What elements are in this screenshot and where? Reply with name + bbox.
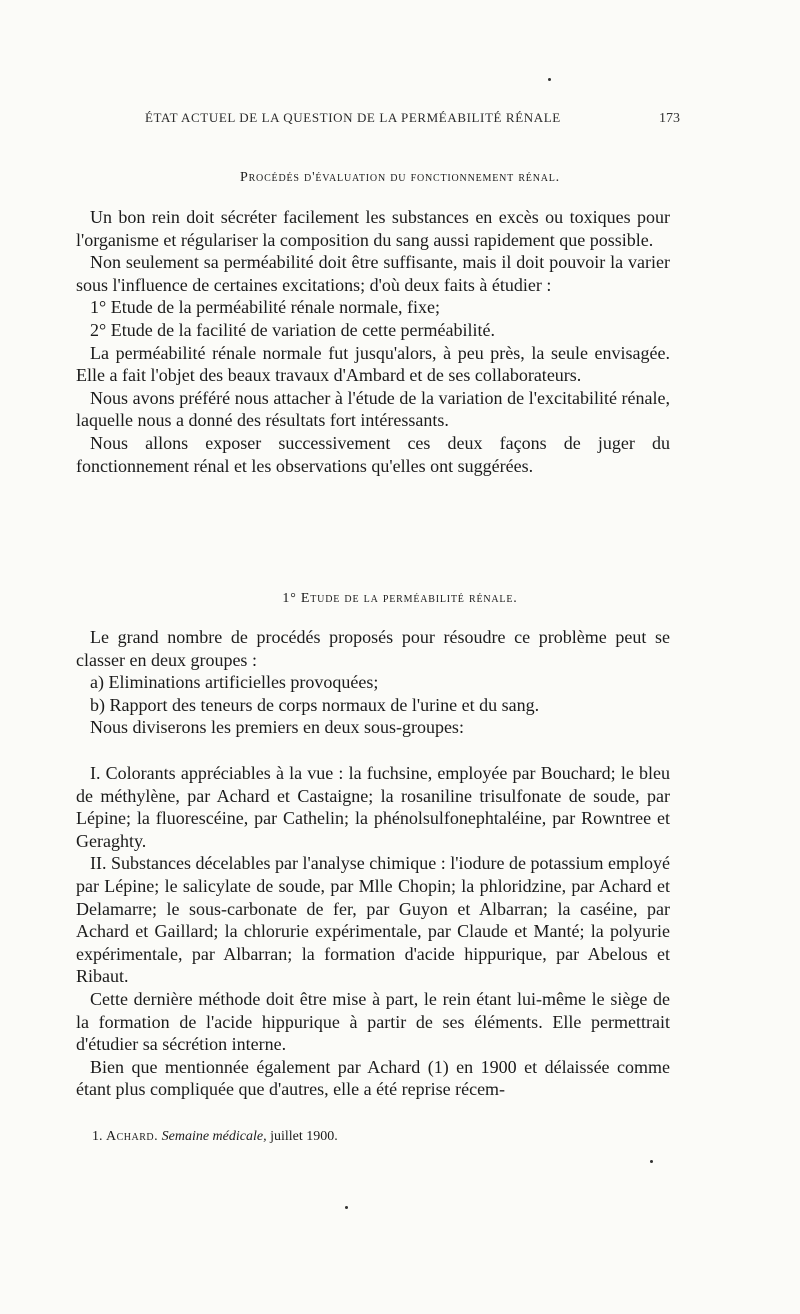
footnote-number: 1. <box>92 1129 103 1144</box>
paragraph: Cette dernière méthode doit être mise à part, le rein étant lui-même le siège de la formation de l'acide hippurique à partir de ses éléments. Elle permettrait d'étudier sa sécrétion interne. <box>76 988 670 1055</box>
list-item: 1° Etude de la perméabilité rénale normale, fixe; <box>90 297 441 318</box>
section-body-evaluation <box>76 206 670 477</box>
paragraph: Le grand nombre de procédés proposés pour résoudre ce problème peut se classer en deux groupes : <box>76 627 670 670</box>
print-speck <box>548 78 551 81</box>
paragraph: Nous allons exposer successivement ces deux façons de juger du fonctionnement rénal et les observations qu'elles ont suggérées. <box>76 432 670 476</box>
footnote-date: juillet 1900. <box>270 1129 338 1144</box>
print-speck <box>650 1160 653 1163</box>
list-item: a) Eliminations artificielles provoquées; <box>90 672 379 693</box>
running-title: ÉTAT ACTUEL DE LA QUESTION DE LA PERMÉABILITÉ RÉNALE <box>145 110 561 125</box>
section-body-methods <box>76 762 670 1101</box>
list-item: 2° Etude de la facilité de variation de cette perméabilité. <box>90 319 496 340</box>
paragraph: Un bon rein doit sécréter facilement les substances en excès ou toxiques pour l'organisme et régulariser la composition du sang aussi rapidement que possible. <box>76 207 670 250</box>
print-speck <box>345 1206 348 1209</box>
paragraph: Nous diviserons les premiers en deux sous-groupes: <box>90 717 464 738</box>
paragraph: La perméabilité rénale normale fut jusqu'alors, à peu près, la seule envisagée. Elle a fait l'objet des beaux travaux d'Ambard et de ses collaborateurs. <box>76 342 670 386</box>
footnote-author: Achard. <box>106 1129 159 1144</box>
paragraph: Bien que mentionnée également par Achard (1) en 1900 et délaissée comme étant plus compliquée que d'autres, elle a été reprise récem- <box>76 1056 670 1100</box>
footnote-journal: Semaine médicale, <box>161 1129 267 1144</box>
paragraph: Non seulement sa perméabilité doit être suffisante, mais il doit pouvoir la varier sous l'influence de certaines excitations; d'où deux faits à étudier : <box>76 252 670 295</box>
section-body-permeabilite <box>76 626 670 739</box>
page-number: 173 <box>659 111 680 126</box>
running-header <box>100 110 680 127</box>
paragraph: Nous avons préféré nous attacher à l'étude de la variation de l'excitabilité rénale, laquelle nous a donné des résultats fort intéressants. <box>76 387 670 431</box>
footnote <box>92 1129 652 1145</box>
paragraph: I. Colorants appréciables à la vue : la fuchsine, employée par Bouchard; le bleu de méthylène, par Achard et Castaigne; la rosaniline trisulfonate de soude, par Lépine; la fluorescéine, par Cathelin; la phénolsulfonephtaléine, par Rowntree et Geraghty. <box>76 763 670 851</box>
section-title-permeabilite: 1° Etude de la perméabilité rénale. <box>282 591 518 606</box>
list-item: b) Rapport des teneurs de corps normaux de l'urine et du sang. <box>90 694 540 715</box>
paragraph: II. Substances décelables par l'analyse chimique : l'iodure de potassium employé par Lépine; le salicylate de soude, par Mlle Chopin; la phloridzine, par Achard et Delamarre; le sous-carbonate de fer, par Guyon et Albarran; la caséine, par Achard et Gaillard; la chlorurie expérimentale, par Claude et Manté; la polyurie expérimentale, par Albarran; la formation d'acide hippurique, par Abelous et Ribaut. <box>76 853 670 987</box>
section-title-evaluation: Procédés d'évaluation du fonctionnement rénal. <box>240 170 560 185</box>
